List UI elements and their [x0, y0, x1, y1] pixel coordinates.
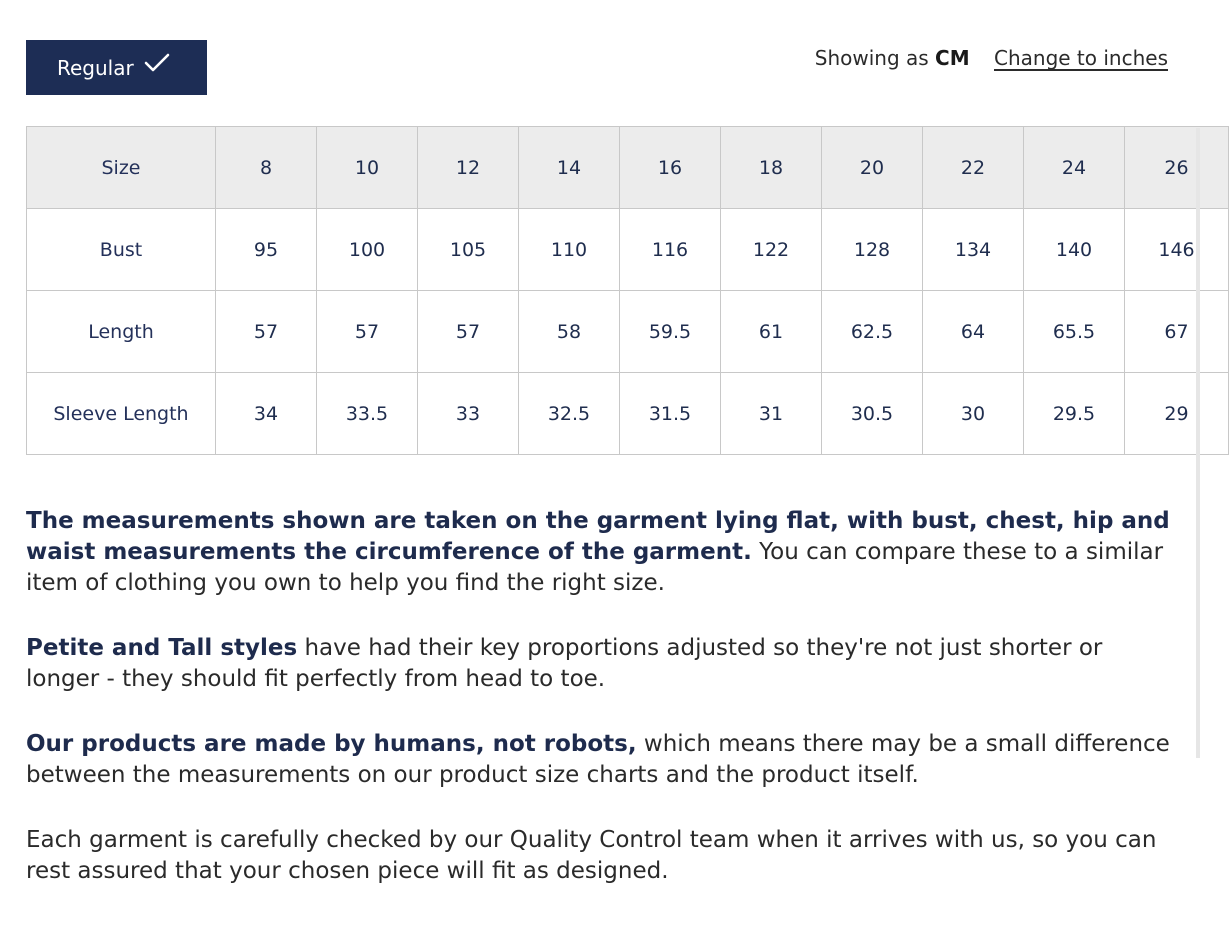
- size-table-container[interactable]: [26, 126, 1195, 463]
- note-paragraph: [26, 729, 1176, 791]
- table-cell: 57: [317, 291, 418, 373]
- fit-regular-label: Regular: [57, 55, 134, 80]
- note-paragraph: [26, 825, 1176, 887]
- size-header-cell: 26: [1125, 127, 1229, 209]
- size-header-cell: 16: [620, 127, 721, 209]
- table-cell: 33: [418, 373, 519, 455]
- table-row: [27, 127, 1229, 209]
- size-table: [26, 126, 1229, 455]
- note-text: Each garment is carefully checked by our Quality Control team when it arrives with us, so you can rest assured that your chosen piece will fit as designed.: [26, 827, 1157, 884]
- table-cell: 57: [418, 291, 519, 373]
- note-text: have had their key proportions adjusted so they're not just shorter or longer - they should fit perfectly from head to toe.: [26, 635, 1103, 692]
- table-cell: 62.5: [822, 291, 923, 373]
- row-label: Sleeve Length: [27, 373, 216, 455]
- change-to-inches-link[interactable]: Change to inches: [994, 46, 1168, 70]
- table-cell: 59.5: [620, 291, 721, 373]
- note-emphasis: The measurements shown are taken on the garment lying flat, with bust, chest, hip and waist measurements the circumference of the garment.: [26, 508, 1170, 565]
- note-paragraph: [26, 633, 1176, 695]
- table-cell: 100: [317, 209, 418, 291]
- table-cell: 105: [418, 209, 519, 291]
- size-header-cell: 24: [1024, 127, 1125, 209]
- note-text: You can compare these to a similar item of clothing you own to help you find the right size.: [26, 539, 1164, 596]
- table-cell: 110: [519, 209, 620, 291]
- table-row: [27, 209, 1229, 291]
- table-cell: 29.5: [1024, 373, 1125, 455]
- table-cell: 61: [721, 291, 822, 373]
- note-emphasis: Petite and Tall styles: [26, 635, 298, 661]
- table-cell: 128: [822, 209, 923, 291]
- table-cell: 65.5: [1024, 291, 1125, 373]
- size-header-cell: 22: [923, 127, 1024, 209]
- table-cell: 29: [1125, 373, 1229, 455]
- measurement-notes: [26, 506, 1176, 921]
- note-emphasis: Our products are made by humans, not robots,: [26, 731, 637, 757]
- size-header-cell: 20: [822, 127, 923, 209]
- size-header-cell: 8: [216, 127, 317, 209]
- checkmark-icon: [144, 52, 170, 74]
- table-cell: 31: [721, 373, 822, 455]
- size-header-cell: 10: [317, 127, 418, 209]
- size-header-cell: 12: [418, 127, 519, 209]
- table-cell: 122: [721, 209, 822, 291]
- table-cell: 116: [620, 209, 721, 291]
- page-scrollbar[interactable]: [1196, 128, 1200, 758]
- unit-showing-prefix: Showing as: [814, 46, 929, 70]
- fit-regular-button[interactable]: [26, 40, 207, 95]
- current-unit: CM: [935, 46, 970, 70]
- table-cell: 134: [923, 209, 1024, 291]
- table-cell: 31.5: [620, 373, 721, 455]
- size-header-cell: 14: [519, 127, 620, 209]
- table-cell: 67: [1125, 291, 1229, 373]
- table-cell: 30: [923, 373, 1024, 455]
- table-cell: 64: [923, 291, 1024, 373]
- table-cell: 58: [519, 291, 620, 373]
- table-cell: 146: [1125, 209, 1229, 291]
- table-cell: 34: [216, 373, 317, 455]
- unit-bar: [815, 46, 1168, 70]
- table-cell: 95: [216, 209, 317, 291]
- row-label: Bust: [27, 209, 216, 291]
- table-row: [27, 373, 1229, 455]
- row-label: Size: [27, 127, 216, 209]
- size-header-cell: 18: [721, 127, 822, 209]
- table-row: [27, 291, 1229, 373]
- table-cell: 30.5: [822, 373, 923, 455]
- note-text: which means there may be a small difference between the measurements on our product size charts and the product itself.: [26, 731, 1170, 788]
- table-cell: 32.5: [519, 373, 620, 455]
- table-cell: 57: [216, 291, 317, 373]
- row-label: Length: [27, 291, 216, 373]
- table-cell: 33.5: [317, 373, 418, 455]
- table-cell: 140: [1024, 209, 1125, 291]
- note-paragraph: [26, 506, 1176, 599]
